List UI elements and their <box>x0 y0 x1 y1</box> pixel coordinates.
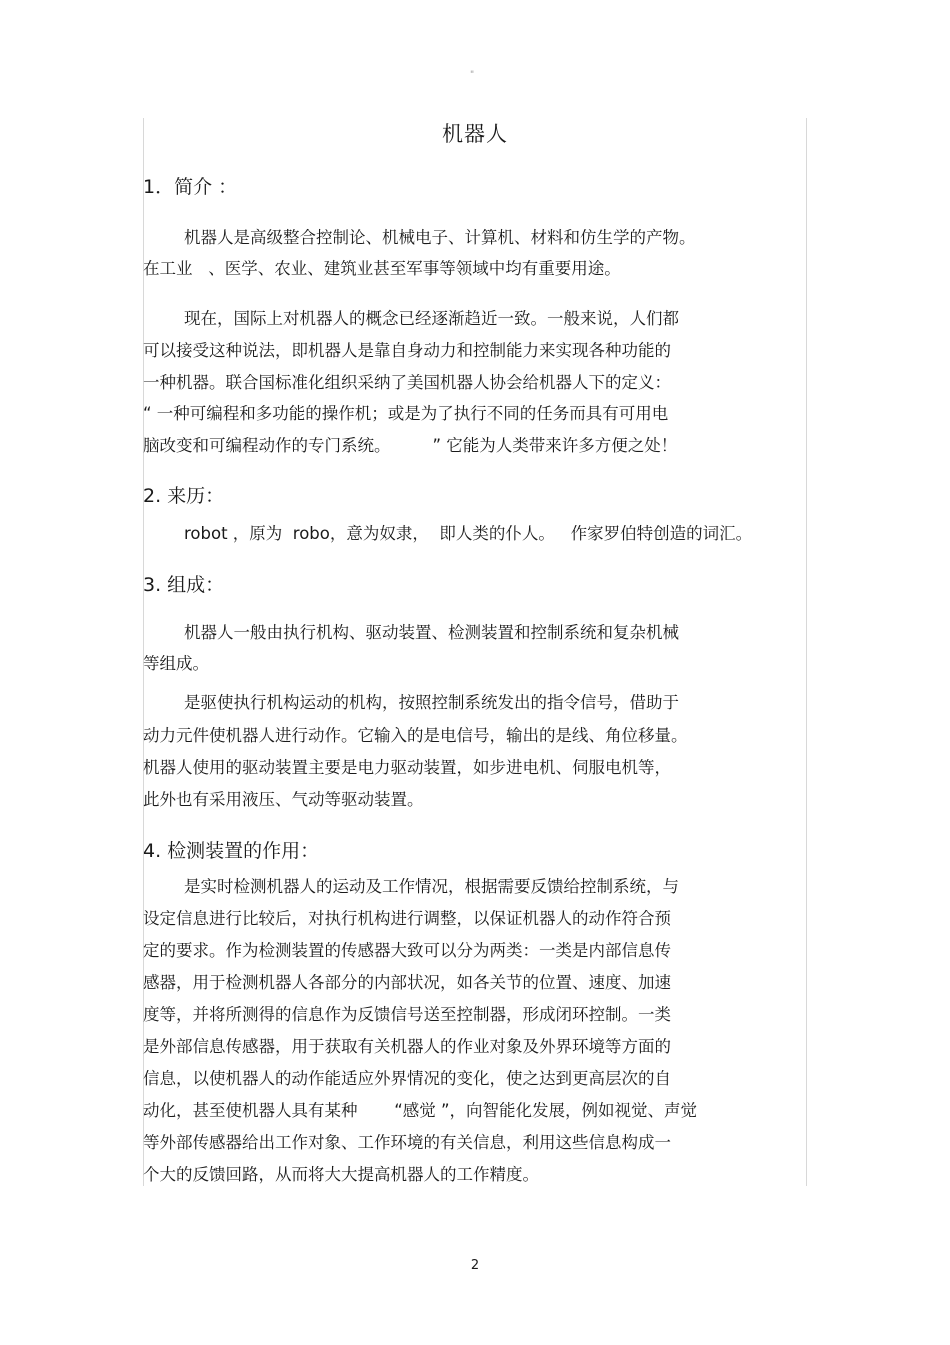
paragraph-line: 动力元件使机器人进行动作。它输入的是电信号，输出的是线、角位移量。 <box>143 726 688 745</box>
right-margin-rule <box>806 118 807 1186</box>
paragraph-line: 此外也有采用液压、气动等驱动装置。 <box>143 790 424 809</box>
section-heading-composition: 3. 组成： <box>143 574 225 596</box>
paragraph-line: 动化，甚至使机器人具有某种 “感觉 ”，向智能化发展，例如视觉、声觉 <box>143 1101 698 1120</box>
paragraph-line: 个大的反馈回路，从而将大大提高机器人的工作精度。 <box>143 1165 539 1184</box>
paragraph-line: 度等，并将所测得的信息作为反馈信号送至控制器，形成闭环控制。一类 <box>143 1005 671 1024</box>
paragraph-line: 是外部信息传感器，用于获取有关机器人的作业对象及外界环境等方面的 <box>143 1037 671 1056</box>
section-heading-origin: 2. 来历： <box>143 485 225 507</box>
paragraph-line: 脑改变和可编程动作的专门系统。 ” 它能为人类带来许多方便之处！ <box>143 436 678 455</box>
paragraph-line: 在工业 、医学、农业、建筑业甚至军事等领域中均有重要用途。 <box>143 259 621 278</box>
header-mark: " <box>470 70 475 80</box>
section-heading-intro: 1．简介 ： <box>143 176 238 198</box>
paragraph-line: 等组成。 <box>143 654 209 673</box>
paragraph-line: “ 一种可编程和多功能的操作机；或是为了执行不同的任务而具有可用电 <box>143 404 669 423</box>
document-title: 机器人 <box>442 122 508 146</box>
paragraph-line: 机器人一般由执行机构、驱动装置、检测装置和控制系统和复杂机械 <box>184 623 679 642</box>
section-heading-sensing: 4. 检测装置的作用： <box>143 840 320 862</box>
paragraph-line: 机器人是高级整合控制论、机械电子、计算机、材料和仿生学的产物。 <box>184 228 696 247</box>
paragraph-line: 感器，用于检测机器人各部分的内部状况，如各关节的位置、速度、加速 <box>143 973 671 992</box>
paragraph-line: 等外部传感器给出工作对象、工作环境的有关信息，利用这些信息构成一 <box>143 1133 671 1152</box>
paragraph-line: 设定信息进行比较后，对执行机构进行调整，以保证机器人的动作符合预 <box>143 909 671 928</box>
paragraph-line: 可以接受这种说法，即机器人是靠自身动力和控制能力来实现各种功能的 <box>143 341 671 360</box>
paragraph-line: 定的要求。作为检测装置的传感器大致可以分为两类：一类是内部信息传 <box>143 941 671 960</box>
page-number: 2 <box>470 1258 480 1273</box>
paragraph-line: 一种机器。联合国标准化组织采纳了美国机器人协会给机器人下的定义： <box>143 373 671 392</box>
paragraph-line: 机器人使用的驱动装置主要是电力驱动装置，如步进电机、伺服电机等， <box>143 758 671 777</box>
paragraph-line: 是驱使执行机构运动的机构，按照控制系统发出的指令信号，借助于 <box>184 693 679 712</box>
paragraph-line: robot ，原为 robo，意为奴隶， 即人类的仆人。 作家罗伯特创造的词汇。 <box>184 524 753 543</box>
paragraph-line: 现在，国际上对机器人的概念已经逐渐趋近一致。一般来说，人们都 <box>184 309 679 328</box>
paragraph-line: 信息，以使机器人的动作能适应外界情况的变化，使之达到更高层次的自 <box>143 1069 671 1088</box>
paragraph-line: 是实时检测机器人的运动及工作情况，根据需要反馈给控制系统，与 <box>184 877 679 896</box>
